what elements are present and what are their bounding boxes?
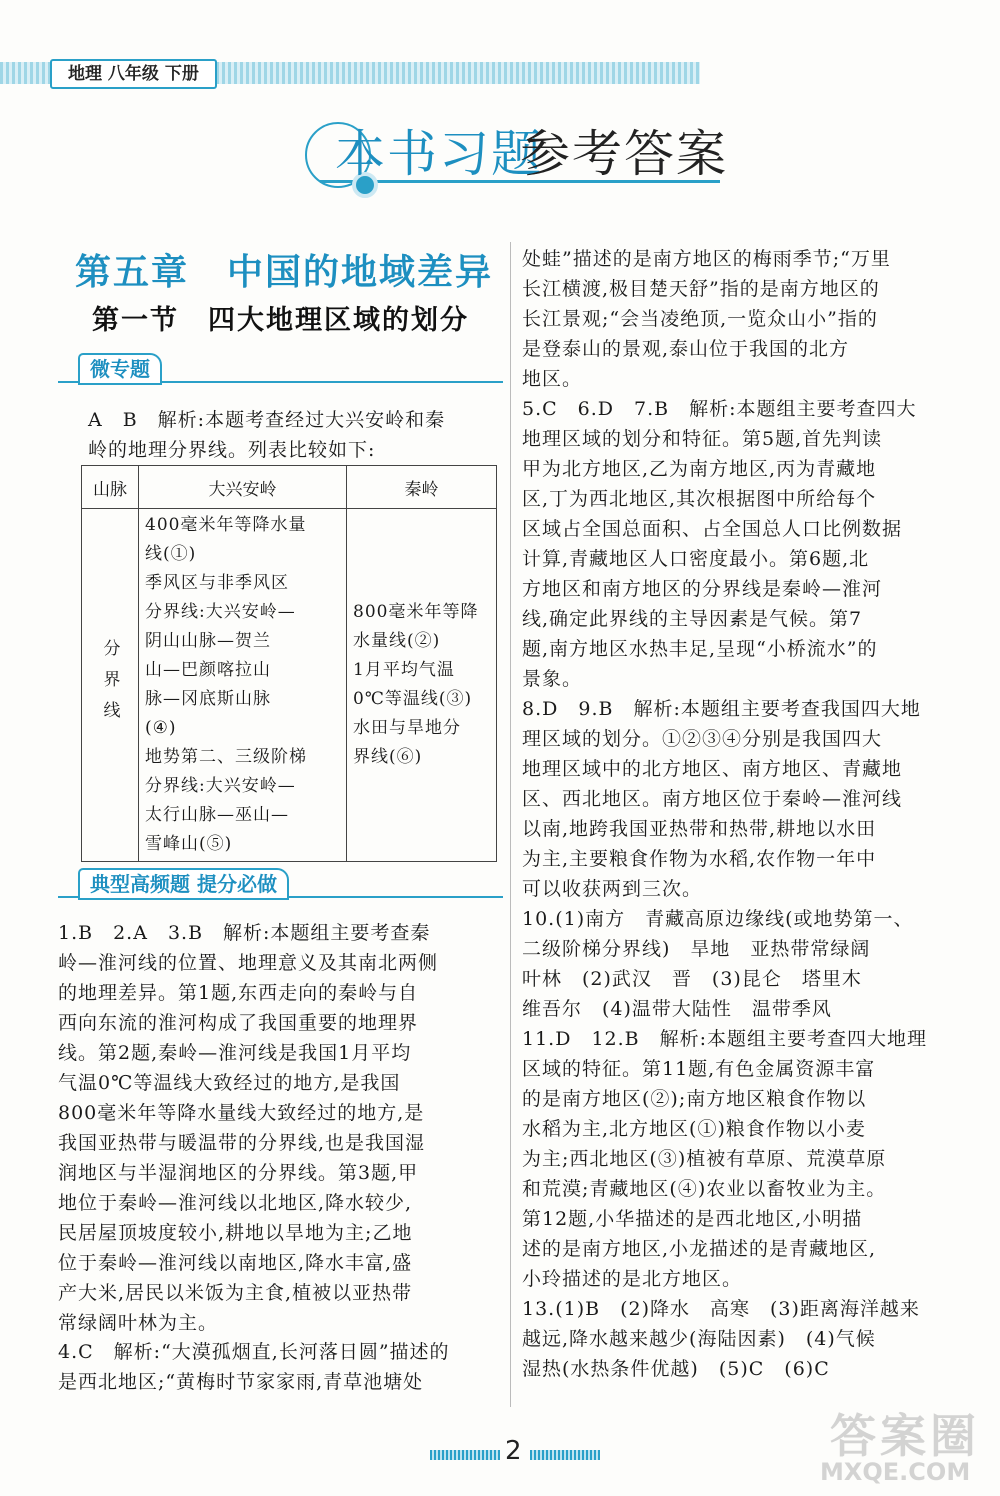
- high-frequency-tag: [58, 868, 503, 898]
- tag-label: 典型高频题 提分必做: [78, 868, 289, 900]
- text-line: 题,南方地区水热丰足,呈现“小桥流水”的: [522, 638, 878, 660]
- cell-line: 0℃等温线(③): [353, 689, 473, 709]
- answers-left-column-end: [58, 1337, 503, 1397]
- text-line: 为主,主要粮食作物为水稻,农作物一年中: [522, 848, 877, 870]
- text-line: 区,丁为西北地区,其次根据图中所给每个: [522, 488, 877, 510]
- text-line: 是登泰山的景观,泰山位于我国的北方: [522, 338, 850, 360]
- answers-right-column: [522, 244, 972, 1384]
- text-line: 和荒漠;青藏地区(④)农业以畜牧业为主。: [522, 1178, 887, 1200]
- text-line: 地位于秦岭—淮河线以北地区,降水较少,: [58, 1192, 413, 1214]
- chapter-heading: 第五章 中国的地域差异: [75, 252, 494, 293]
- cell-line: 脉—冈底斯山脉: [145, 689, 271, 709]
- cell-line: 阴山山脉—贺兰: [145, 631, 271, 651]
- text-line: 气温0℃等温线大致经过的地方,是我国: [58, 1072, 401, 1094]
- text-line: 长江横渡,极目楚天舒”指的是南方地区的: [522, 278, 880, 300]
- cell-line: 季风区与非季风区: [145, 573, 289, 593]
- text-line: 10.(1)南方 青藏高原边缘线(或地势第一、: [522, 908, 914, 930]
- cell-line: 分界线:大兴安岭—: [145, 602, 296, 622]
- text-line: 景象。: [522, 668, 583, 690]
- text-line: 8.D 9.B 解析:本题组主要考查我国四大地: [522, 698, 921, 720]
- text-line: 地理区域中的北方地区、南方地区、青藏地: [522, 758, 903, 780]
- text-line: 甲为北方地区,乙为南方地区,丙为青藏地: [522, 458, 877, 480]
- text-line: 13.(1)B (2)降水 高寒 (3)距离海洋越来: [522, 1298, 920, 1320]
- cell-line: 400毫米年等降水量: [145, 515, 307, 535]
- table-row: [82, 509, 497, 862]
- text-line: 为主;西北地区(③)植被有草原、荒漠草原: [522, 1148, 887, 1170]
- text-line: 湿热(水热条件优越) (5)C (6)C: [522, 1358, 830, 1380]
- text-line: 述的是南方地区,小龙描述的是青藏地区,: [522, 1238, 877, 1260]
- micro-topic-tag: [58, 353, 503, 383]
- text-line: 11.D 12.B 解析:本题组主要考查四大地理: [522, 1028, 928, 1050]
- title-part2: 参考答案: [520, 125, 728, 183]
- text-line: 叶林 (2)武汉 晋 (3)昆仑 塔里木: [522, 968, 862, 990]
- text-line: 越远,降水越来越少(海陆因素) (4)气候: [522, 1328, 876, 1350]
- cell-line: (④): [145, 718, 177, 738]
- column-divider: [510, 242, 511, 1407]
- text-line: 岭的地理分界线。列表比较如下:: [88, 439, 376, 461]
- text-line: 岭—淮河线的位置、地理意义及其南北两侧: [58, 952, 439, 974]
- answers-left-column: [58, 918, 503, 1338]
- text-line: 第12题,小华描述的是西北地区,小明描: [522, 1208, 863, 1230]
- text-line: 地理区域的划分和特征。第5题,首先判读: [522, 428, 883, 450]
- footer-ornament: [430, 1450, 500, 1460]
- section-heading: 第一节 四大地理区域的划分: [92, 305, 469, 336]
- cell-line: 地势第二、三级阶梯: [145, 747, 307, 767]
- text-line: 线。第2题,秦岭—淮河线是我国1月平均: [58, 1042, 412, 1064]
- table-cell-qinling: [347, 509, 497, 862]
- text-line: 方地区和南方地区的分界线是秦岭—淮河: [522, 578, 883, 600]
- text-line: 西向东流的淮河构成了我国重要的地理界: [58, 1012, 419, 1034]
- footer-ornament: [530, 1450, 600, 1460]
- intro-text: [88, 405, 503, 465]
- text-line: 小玲描述的是北方地区。: [522, 1268, 743, 1290]
- row-label-cell: [82, 509, 139, 862]
- page-footer: [430, 1436, 600, 1470]
- text-line: 处蛙”描述的是南方地区的梅雨季节;“万里: [522, 248, 891, 270]
- row-label: 分界线: [99, 638, 120, 732]
- cell-line: 山—巴颜喀拉山: [145, 660, 271, 680]
- text-line: A B 解析:本题考查经过大兴安岭和秦: [88, 409, 446, 431]
- page-number: 2: [505, 1436, 522, 1466]
- page-title: [300, 112, 730, 202]
- text-line: 是西北地区;“黄梅时节家家雨,青草池塘处: [58, 1371, 424, 1393]
- table-header: 秦岭: [347, 466, 497, 509]
- table-header: 大兴安岭: [139, 466, 347, 509]
- text-line: 地区。: [522, 368, 583, 390]
- text-line: 民居屋顶坡度较小,耕地以旱地为主;乙地: [58, 1222, 413, 1244]
- text-line: 区域的特征。第11题,有色金属资源丰富: [522, 1058, 876, 1080]
- table-cell-daxinganling: [139, 509, 347, 862]
- text-line: 800毫米年等降水量线大致经过的地方,是: [58, 1102, 425, 1124]
- watermark-url: MXQE.COM: [820, 1458, 971, 1486]
- comparison-table: [81, 465, 497, 862]
- cell-line: 水量线(②): [353, 631, 441, 651]
- cell-line: 太行山脉—巫山—: [145, 805, 289, 825]
- cell-line: 雪峰山(⑤): [145, 834, 233, 854]
- text-line: 线,确定此界线的主导因素是气候。第7: [522, 608, 863, 630]
- cell-line: 1月平均气温: [353, 660, 455, 680]
- cell-line: 分界线:大兴安岭—: [145, 776, 296, 796]
- cell-line: 水田与旱地分: [353, 718, 461, 738]
- header-bar: [0, 56, 1000, 90]
- text-line: 1.B 2.A 3.B 解析:本题组主要考查秦: [58, 922, 431, 944]
- text-line: 润地区与半湿润地区的分界线。第3题,甲: [58, 1162, 419, 1184]
- cell-line: 800毫米年等降: [353, 602, 479, 622]
- text-line: 长江景观;“会当凌绝顶,一览众山小”指的: [522, 308, 878, 330]
- text-line: 计算,青藏地区人口密度最小。第6题,北: [522, 548, 870, 570]
- watermark-logo: [820, 1400, 990, 1490]
- text-line: 的是南方地区(②);南方地区粮食作物以: [522, 1088, 867, 1110]
- text-line: 区域占全国总面积、占全国总人口比例数据: [522, 518, 903, 540]
- text-line: 常绿阔叶林为主。: [58, 1312, 219, 1334]
- text-line: 可以收获两到三次。: [522, 878, 703, 900]
- cell-line: 界线(⑥): [353, 747, 423, 767]
- text-line: 我国亚热带与暖温带的分界线,也是我国湿: [58, 1132, 426, 1154]
- text-line: 5.C 6.D 7.B 解析:本题组主要考查四大: [522, 398, 917, 420]
- cell-line: 线(①): [145, 544, 197, 564]
- text-line: 位于秦岭—淮河线以南地区,降水丰富,盛: [58, 1252, 413, 1274]
- title-part1: 本书习题: [335, 125, 543, 183]
- text-line: 区、西北地区。南方地区位于秦岭—淮河线: [522, 788, 903, 810]
- text-line: 理区域的划分。①②③④分别是我国四大: [522, 728, 883, 750]
- text-line: 以南,地跨我国亚热带和热带,耕地以水田: [522, 818, 877, 840]
- table-header-row: [82, 466, 497, 509]
- text-line: 4.C 解析:“大漠孤烟直,长河落日圆”描述的: [58, 1341, 450, 1363]
- text-line: 的地理差异。第1题,东西走向的秦岭与自: [58, 982, 419, 1004]
- text-line: 水稻为主,北方地区(①)粮食作物以小麦: [522, 1118, 866, 1140]
- text-line: 二级阶梯分界线) 旱地 亚热带常绿阔: [522, 938, 871, 960]
- watermark-text: 答案圈: [830, 1409, 980, 1463]
- text-line: 维吾尔 (4)温带大陆性 温带季风: [522, 998, 832, 1020]
- text-line: 产大米,居民以米饭为主食,植被以亚热带: [58, 1282, 413, 1304]
- book-label: 地理 八年级 下册: [50, 59, 217, 89]
- table-header: 山脉: [82, 466, 139, 509]
- tag-label: 微专题: [78, 353, 162, 385]
